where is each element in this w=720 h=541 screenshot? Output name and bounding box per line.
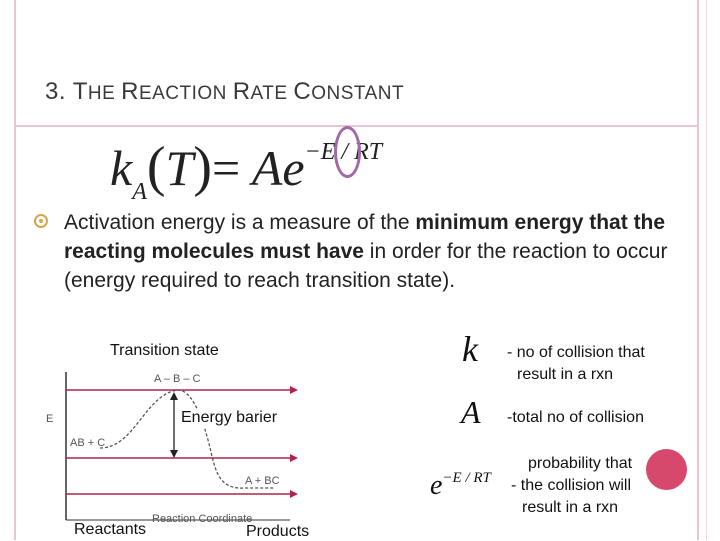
- energy-barrier-label: Energy barier: [181, 409, 278, 426]
- rate-constant-formula: $k_A(T)= Ae^{-E / RT}$: [110, 136, 383, 205]
- a-description: -total no of collision: [507, 409, 644, 426]
- a-symbol: A: [461, 394, 481, 430]
- x-axis-label: Reaction Coordinate: [152, 513, 253, 525]
- slide-frame-right: [697, 0, 699, 540]
- highlight-circle: [334, 126, 361, 178]
- k-symbol: k: [462, 329, 478, 369]
- energy-diagram: [40, 360, 360, 540]
- right-species-label: A + BC: [245, 475, 280, 487]
- decorative-dot: [646, 449, 687, 490]
- y-axis-label: E: [46, 413, 54, 425]
- products-label: Products: [246, 523, 310, 540]
- exp-symbol: $e^{-E / RT}$: [430, 470, 491, 501]
- slide-frame-left: [14, 0, 16, 540]
- slide-frame-right-inner: [706, 0, 707, 540]
- reactants-label: Reactants: [74, 521, 147, 538]
- top-species-label: A – B – C: [154, 373, 201, 385]
- left-species-label: AB + C: [70, 437, 106, 449]
- activation-energy-text: Activation energy is a measure of the minimum energy that the reacting molecules must have in order for the reaction to occur (energy required to reach transition state).: [64, 211, 668, 292]
- energy-curve: [100, 390, 278, 488]
- bullet-icon: [34, 214, 48, 228]
- exp-description: probability that - the collision will result in a rxn: [511, 455, 633, 516]
- k-description: - no of collision that result in a rxn: [507, 344, 645, 383]
- slide-title: 3. THE REACTION RATE CONSTANT: [45, 78, 405, 105]
- title-underline: [14, 125, 699, 127]
- transition-state-label: Transition state: [110, 342, 219, 359]
